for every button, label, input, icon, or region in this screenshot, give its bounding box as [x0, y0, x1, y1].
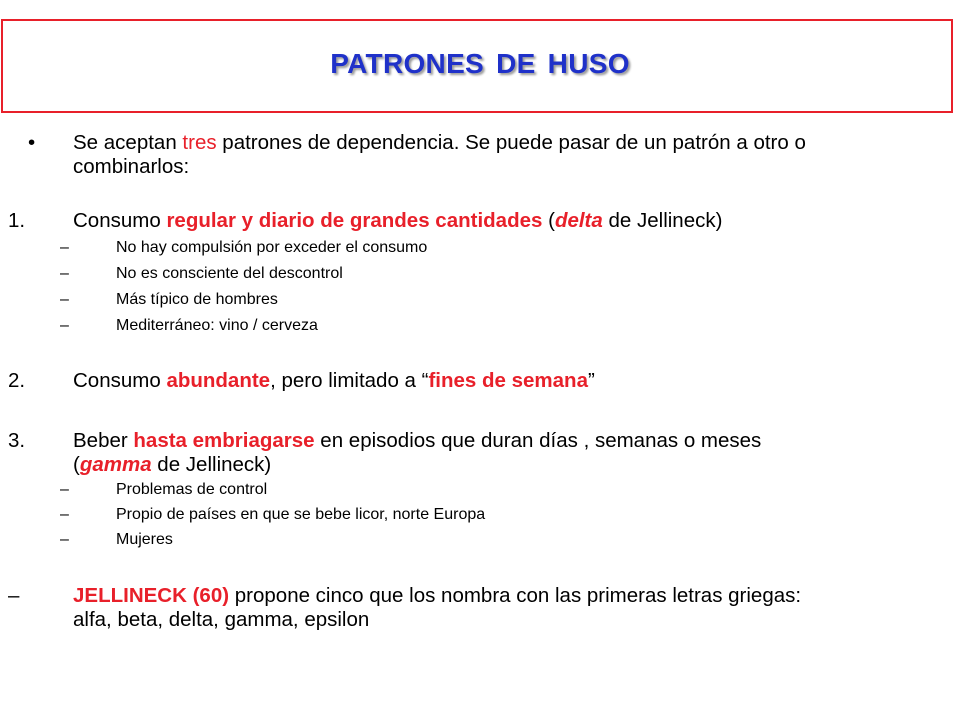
item-highlight: abundante: [166, 369, 271, 392]
item-text: (: [542, 209, 555, 232]
jellineck-line-1: [73, 584, 801, 607]
sub-item: Problemas de control: [116, 481, 268, 498]
item-3-heading: [73, 429, 761, 452]
item-text: en episodios que duran días , semanas o meses: [314, 429, 762, 452]
sub-item: Más típico de hombres: [116, 291, 278, 308]
dash-marker: –: [8, 584, 20, 607]
item-text: de Jellineck): [151, 453, 272, 476]
item-text: Consumo: [73, 369, 167, 392]
item-highlight: JELLINECK (60): [73, 584, 230, 607]
sub-dash: –: [60, 481, 69, 498]
item-number: 3.: [8, 429, 26, 452]
item-text: de Jellineck): [602, 209, 723, 232]
item-highlight: regular y diario de grandes cantidades: [166, 209, 543, 232]
sub-dash: –: [60, 265, 69, 282]
sub-dash: –: [60, 531, 69, 548]
bullet-marker: •: [28, 131, 36, 154]
sub-item: Mujeres: [116, 531, 173, 548]
jellineck-line-2: alfa, beta, delta, gamma, epsilon: [73, 608, 370, 631]
sub-dash: –: [60, 239, 69, 256]
item-text: (: [73, 453, 80, 476]
item-text: Beber: [73, 429, 134, 452]
sub-item: No hay compulsión por exceder el consumo: [116, 239, 428, 256]
intro-line-2: combinarlos:: [73, 155, 190, 178]
sub-dash: –: [60, 291, 69, 308]
sub-item: No es consciente del descontrol: [116, 265, 343, 282]
item-number: 2.: [8, 369, 26, 392]
sub-item: Mediterráneo: vino / cerveza: [116, 317, 318, 334]
item-number: 1.: [8, 209, 26, 232]
item-3-heading-line-2: [73, 453, 271, 476]
intro-highlight: tres: [182, 131, 217, 154]
item-text: ”: [587, 369, 595, 392]
intro-text: Se aceptan: [73, 131, 183, 154]
item-2-heading: [73, 369, 595, 392]
sub-item: Propio de países en que se bebe licor, norte Europa: [116, 506, 486, 523]
item-text: propone cinco que los nombra con las primeras letras griegas:: [229, 584, 802, 607]
item-highlight: delta: [554, 209, 603, 232]
intro-line-1: [73, 131, 806, 154]
item-text: , pero limitado a “: [270, 369, 429, 392]
item-highlight: fines de semana: [428, 369, 588, 392]
item-highlight: hasta embriagarse: [133, 429, 315, 452]
item-highlight: gamma: [79, 453, 152, 476]
item-text: Consumo: [73, 209, 167, 232]
intro-text: patrones de dependencia. Se puede pasar de un patrón a otro o: [216, 131, 806, 154]
item-1-heading: [73, 209, 722, 232]
sub-dash: –: [60, 317, 69, 334]
sub-dash: –: [60, 506, 69, 523]
slide-title: PATRONES DE HUSO: [330, 48, 630, 79]
